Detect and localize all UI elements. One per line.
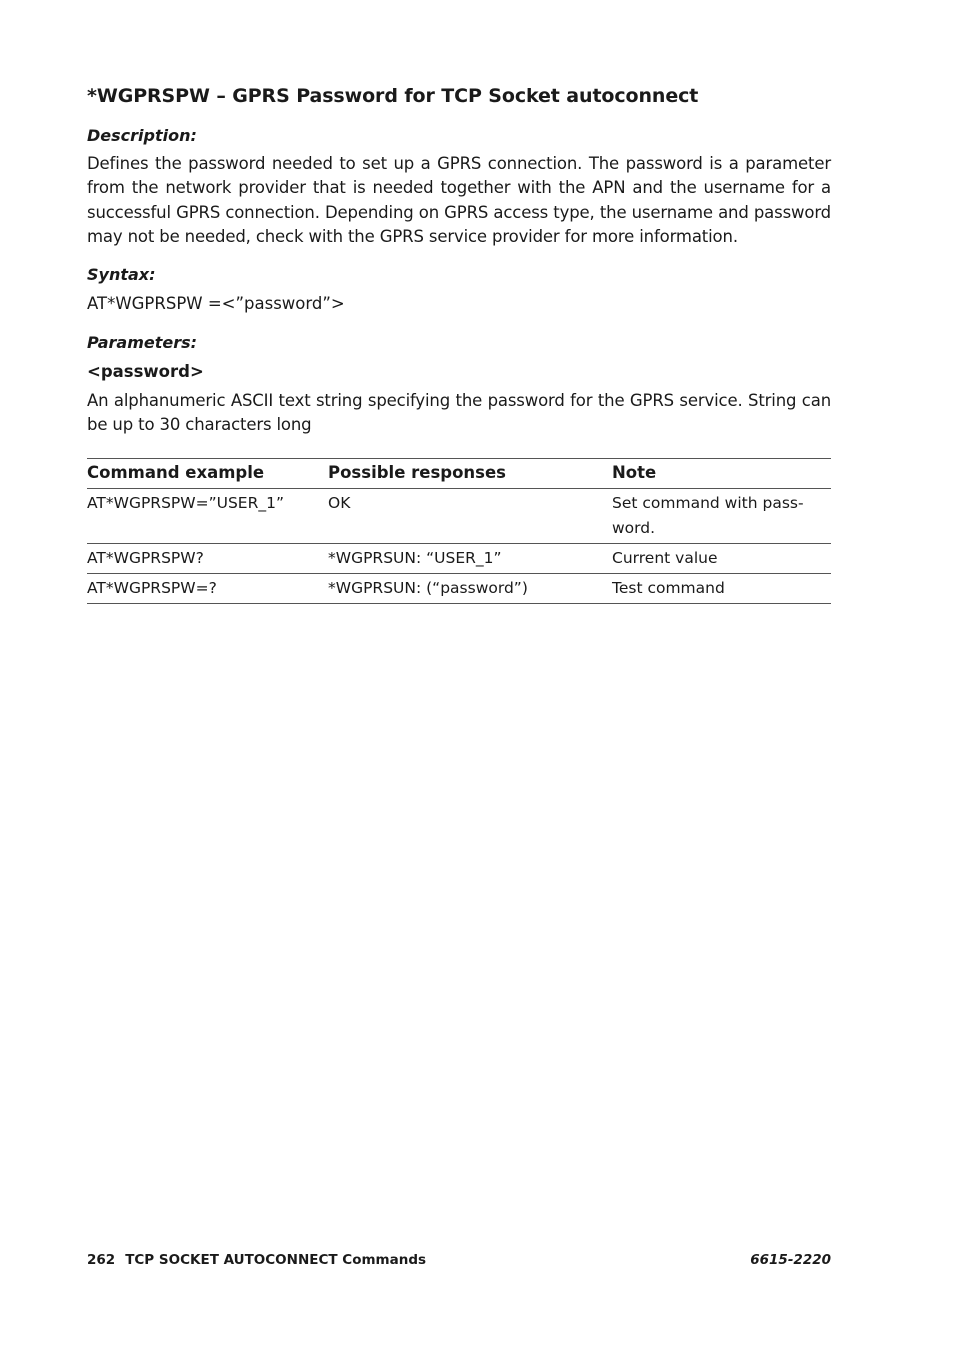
note-cell: Set command with pass-word. — [612, 488, 831, 543]
syntax-label: Syntax: — [87, 265, 156, 285]
column-header-command-example: Command example — [87, 458, 328, 488]
page-number: 262 — [87, 1252, 116, 1268]
table-row — [87, 543, 831, 573]
command-cell: AT*WGPRSPW=”USER_1” — [87, 488, 328, 543]
command-cell: AT*WGPRSPW? — [87, 543, 328, 573]
response-cell: *WGPRSUN: “USER_1” — [328, 543, 612, 573]
document-number: 6615-2220 — [750, 1252, 831, 1268]
chapter-title: TCP SOCKET AUTOCONNECT Commands — [125, 1252, 427, 1268]
parameter-description: An alphanumeric ASCII text string specifying the password for the GPRS service. String can be up to 30 characters long — [87, 391, 831, 435]
document-page — [87, 80, 831, 604]
note-cell: Current value — [612, 543, 831, 573]
table-row — [87, 488, 831, 543]
section-title: *WGPRSPW – GPRS Password for TCP Socket autoconnect — [87, 85, 699, 107]
footer-left — [87, 1250, 426, 1270]
note-cell: Test command — [612, 573, 831, 603]
column-header-note: Note — [612, 458, 831, 488]
response-cell: OK — [328, 488, 612, 543]
table-row — [87, 573, 831, 603]
table-header-row — [87, 458, 831, 488]
syntax-text: AT*WGPRSPW =<”password”> — [87, 294, 345, 314]
description-label: Description: — [87, 126, 197, 145]
description-text: Defines the password needed to set up a GPRS connection. The password is a parameter from the network provider that is needed together with the APN and the username for a successful GPRS connection. Depending on GPRS access type, the username and password may not be needed, check with the GPRS service provider for more information. — [87, 154, 831, 246]
response-cell: *WGPRSUN: (“password”) — [328, 573, 612, 603]
parameter-name: <password> — [87, 362, 204, 382]
page-footer — [87, 1250, 831, 1270]
command-cell: AT*WGPRSPW=? — [87, 573, 328, 603]
column-header-possible-responses: Possible responses — [328, 458, 612, 488]
command-table — [87, 458, 831, 604]
parameters-label: Parameters: — [87, 333, 198, 353]
